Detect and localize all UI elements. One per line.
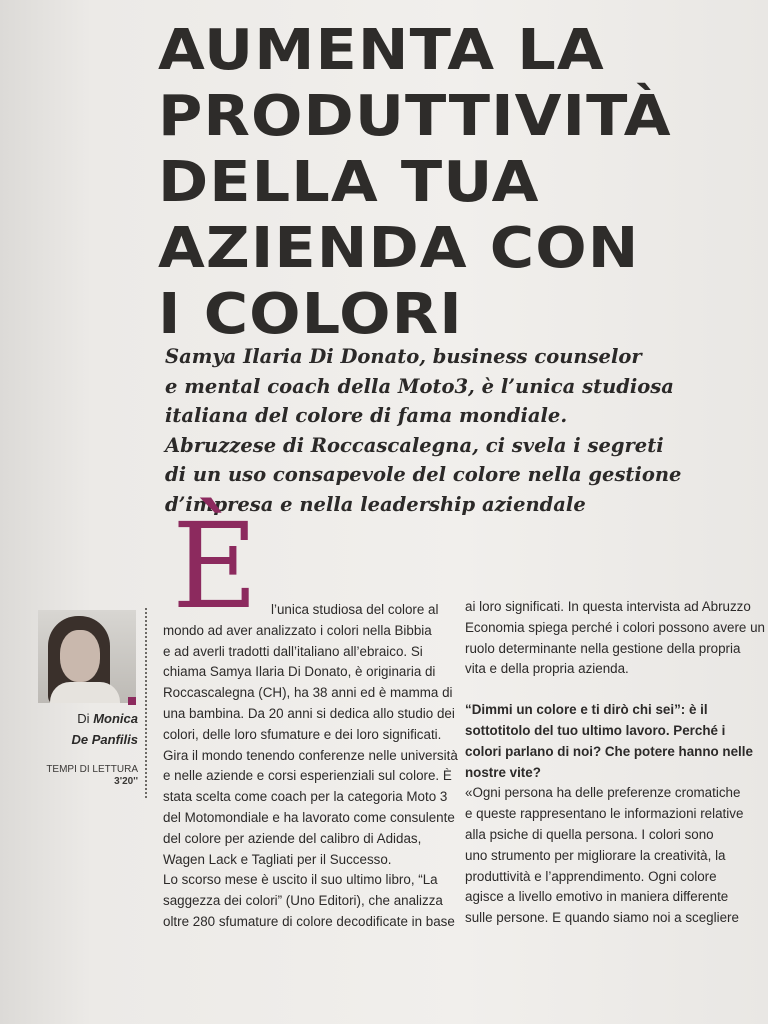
portrait-accent-square — [128, 697, 136, 705]
body-line: ai loro significati. In questa intervista ad Abruzzo — [465, 599, 751, 614]
byline-author-last: De Panfilis — [71, 732, 138, 747]
interview-answer-line: produttività e l’apprendimento. Ogni colore — [465, 868, 717, 884]
body-line: chiama Samya Ilaria Di Donato, è originaria di — [163, 664, 436, 680]
body-line: l’unica studiosa del colore al — [271, 602, 439, 617]
body-line: vita e della propria azienda. — [465, 661, 629, 677]
body-line: saggezza dei colori” (Uno Editori), che analizza — [163, 893, 443, 909]
interview-question-line: nostre vite? — [465, 764, 541, 780]
reading-time-label: TEMPI DI LETTURA — [46, 764, 138, 775]
body-column-2 — [465, 597, 765, 929]
body-line: colori, delle loro sfumature e dei loro significati. — [163, 726, 442, 742]
body-line: stata scelta come coach per la categoria Moto 3 — [163, 789, 448, 805]
interview-answer-line: e queste rappresentano le informazioni relative — [465, 806, 744, 822]
byline-prefix: Di — [77, 711, 90, 726]
drop-cap: È — [172, 497, 259, 635]
byline-author-first: Monica — [93, 711, 138, 726]
body-line: del colore per aziende del calibro di Adidas, — [163, 830, 422, 846]
interview-answer-line: «Ogni persona ha delle preferenze cromatiche — [465, 785, 741, 801]
body-line: oltre 280 sfumature di colore decodificate in base — [163, 913, 455, 929]
subtitle-line: d’impresa e nella leadership aziendale — [165, 492, 586, 516]
subtitle-line: Samya Ilaria Di Donato, business counselor — [165, 345, 642, 368]
body-line: mondo ad aver analizzato i colori nella Bibbia — [163, 622, 432, 638]
title-line: I COLORI — [158, 282, 463, 347]
portrait-face — [60, 630, 100, 682]
body-line: Lo scorso mese è uscito il suo ultimo libro, “La — [163, 872, 438, 888]
body-line: e nelle aziende e corsi esperienziali sul colore. È — [163, 768, 452, 784]
subtitle-line: italiana del colore di fama mondiale. — [165, 404, 568, 427]
dotted-divider — [145, 608, 147, 798]
portrait-shirt — [50, 682, 120, 703]
byline — [30, 708, 138, 750]
subtitle-line: di un uso consapevole del colore nella gestione — [165, 463, 682, 486]
interview-question-line: sottotitolo del tuo ultimo lavoro. Perché i — [465, 722, 726, 738]
interview-question-line: colori parlano di noi? Che potere hanno nelle — [465, 743, 753, 759]
body-line: e ad averli tradotti dall’italiano all’ebraico. Si — [163, 643, 423, 659]
interview-answer-line: uno strumento per migliorare la creatività, la — [465, 847, 726, 863]
interview-answer-line: alla psiche di quella persona. I colori sono — [465, 826, 714, 842]
interview-answer-line: agisce a livello emotivo in maniera differente — [465, 889, 729, 905]
interview-question-line: “Dimmi un colore e ti dirò chi sei”: è il — [465, 702, 708, 718]
reading-time-value: 3'20'' — [114, 776, 138, 787]
body-column-1 — [163, 600, 458, 933]
author-portrait — [38, 610, 136, 703]
title-line: DELLA TUA — [158, 150, 540, 215]
body-line: del Motomondiale e ha lavorato come consulente — [163, 809, 455, 825]
title-line: AUMENTA LA — [158, 18, 605, 83]
article-subtitle — [165, 342, 695, 519]
title-line: AZIENDA CON — [158, 216, 640, 281]
body-line: una bambina. Da 20 anni si dedica allo studio dei — [163, 705, 455, 721]
subtitle-line: e mental coach della Moto3, è l’unica studiosa — [165, 374, 674, 398]
reading-time — [30, 764, 138, 788]
interview-answer-line: sulle persone. E quando siamo noi a scegliere — [465, 910, 739, 926]
body-line: Wagen Lack e Tagliati per il Successo. — [163, 851, 392, 867]
body-line: ruolo determinante nella gestione della propria — [465, 640, 741, 656]
title-line: PRODUTTIVITÀ — [158, 84, 672, 149]
subtitle-line: Abruzzese di Roccascalegna, ci svela i segreti — [165, 433, 664, 457]
body-line: Economia spiega perché i colori possono avere un — [465, 619, 765, 635]
body-line: Gira il mondo tenendo conferenze nelle università — [163, 747, 458, 763]
article-title — [158, 18, 768, 348]
body-line: Roccascalegna (CH), ha 38 anni ed è mamma di — [163, 685, 453, 701]
